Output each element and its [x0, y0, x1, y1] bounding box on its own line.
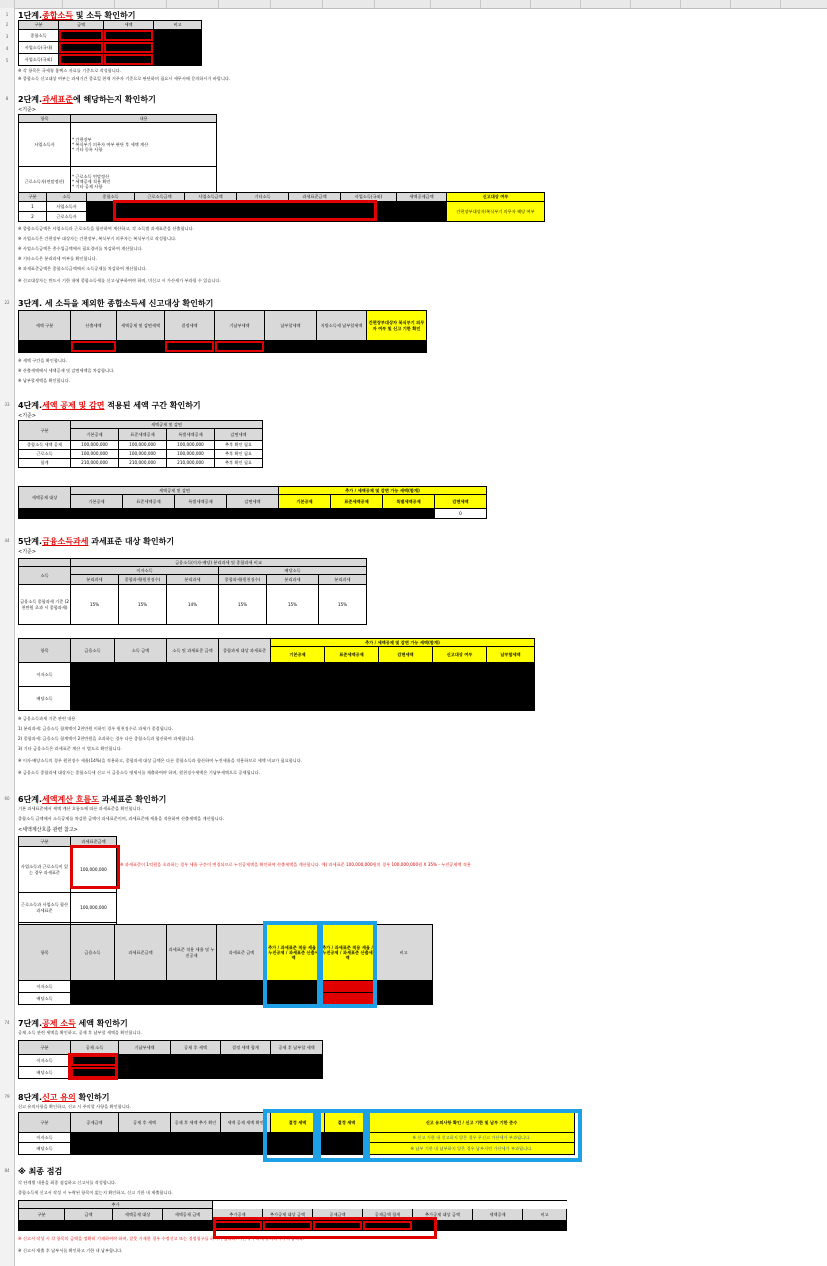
table-row-label: 종합소득: [19, 30, 59, 42]
table-cell: 100,000,000: [167, 450, 215, 459]
table-header: 분리과세: [71, 575, 119, 585]
table-header: 세액공제 및 감면세액: [117, 311, 165, 341]
table-row-label: 배당소득: [19, 993, 71, 1005]
table-header: 기타소득: [237, 193, 289, 202]
table-header-highlight: 기본공제: [279, 495, 331, 509]
cell[interactable]: [331, 509, 383, 519]
section-2-title: 2단계.과세표준에 해당하는지 확인하기: [18, 95, 156, 104]
table-row-label: 사업소득(국외): [19, 54, 59, 66]
table-cell: 15%: [267, 585, 319, 625]
note: ※ 기타소득은 분리과세 여부를 확인합니다.: [18, 256, 97, 261]
table-header: 비고: [375, 925, 433, 981]
table-header: 비고: [154, 21, 202, 30]
highlight-frame: [68, 1053, 118, 1080]
cell[interactable]: [375, 981, 433, 993]
cell[interactable]: [59, 42, 104, 54]
table-cell: 100,000,000: [71, 893, 117, 923]
row-number: 74: [4, 1020, 10, 1025]
cell[interactable]: [367, 341, 427, 353]
table-header: 추가공제: [213, 1209, 263, 1221]
cell[interactable]: [59, 54, 104, 66]
table-row-label: 근로소득자(연말정산): [19, 167, 71, 197]
blue-highlight-frame: [317, 1109, 367, 1162]
spacer: [213, 1201, 567, 1209]
column-header-bar: [0, 0, 827, 9]
table-cell: 추후 확인 필요: [215, 441, 263, 450]
note: ※ 금융소득 종합과세 대상자는 종합소득세 신고 시 금융소득 명세서를 제출하여야 하며, 원천징수세액은 기납부세액으로 공제됩니다.: [18, 770, 260, 775]
table-cell: 100,000,000: [119, 441, 167, 450]
table-header: 공제 후 세액: [171, 1041, 221, 1055]
row-number: 22: [4, 300, 10, 305]
table-header: 세액공제금액: [397, 193, 447, 202]
table-cell[interactable]: 100,000,000: [71, 847, 117, 893]
section-1-title: 1단계.종합소득 및 소득 확인하기: [18, 11, 136, 20]
row-number: 1: [5, 12, 9, 17]
cell[interactable]: [115, 981, 167, 993]
table-row-label: 사업소득(국내): [19, 42, 59, 54]
table-cell: 15%: [319, 585, 367, 625]
table-row-label: 합계: [19, 459, 71, 468]
table-header: 과세표준 적용 세율 및 누진공제: [167, 925, 217, 981]
table-row-label: 근로소득과 사업소득 합산 과세표준: [19, 893, 71, 923]
table-header: [19, 559, 71, 567]
red-note: ※ 신고서 작성 시 각 항목의 금액을 정확히 기재하여야 하며, 잘못 기재한 경우 수정신고 또는 경정청구를 하여야 합니다. 가산세 부과에 유의하시기 바랍니다.: [18, 1236, 305, 1241]
cell[interactable]: [71, 509, 123, 519]
section-8-title: 8단계.신고 유의 확인하기: [18, 1093, 110, 1102]
note: ※ 금융소득과세 기준 관련 내용: [18, 716, 76, 721]
cell[interactable]: [217, 993, 267, 1005]
blue-highlight-frame: [263, 921, 321, 1008]
blue-highlight-frame: [366, 1109, 582, 1162]
table-header: 추가공제 대상 금액: [263, 1209, 313, 1221]
table-header: 분리과세: [267, 575, 319, 585]
table-header: 구분: [19, 1209, 65, 1221]
cell[interactable]: [215, 341, 265, 353]
table-header-highlight: 특별세액공제: [383, 495, 435, 509]
table-cell: * 간편장부 * 복식부기 의무자 여부 판단 후 세액 계산 * 기타 등록 사항: [71, 123, 217, 167]
table-header: 기본공제: [71, 495, 123, 509]
table-header: 구분: [19, 21, 59, 30]
table-header: 과세표준금액: [115, 925, 167, 981]
table-header-group: 금융소득(이자·배당) 분리과세 및 종합과세 비교: [71, 559, 367, 567]
table-header-highlight: 납부할세액: [487, 647, 535, 663]
section-5-title: 5단계.금융소득과세 과세표준 대상 확인하기: [18, 537, 175, 546]
table-header: 기납부세액: [119, 1041, 171, 1055]
table-header: 공제금액 합계: [363, 1209, 413, 1221]
table-row-label: 종합소득 세액 공제: [19, 441, 71, 450]
table-header: 추가공제 대상 금액: [413, 1209, 473, 1221]
row-number: 2: [5, 22, 9, 27]
table-header: 공제 후 납부할 세액: [271, 1041, 323, 1055]
table-cell: 100,000,000: [119, 450, 167, 459]
note: ※ 각 항목은 국세청 홈택스 자료를 기준으로 작성합니다.: [18, 68, 122, 73]
note: 신고 유의사항을 확인하고, 신고 시 주의할 사항을 확인합니다.: [18, 1104, 132, 1109]
table-header-highlight: 신고대상 여부: [433, 647, 487, 663]
table-income-summary: [18, 20, 202, 66]
blue-highlight-frame: [319, 921, 377, 1008]
note: 2) 종합과세: 금융소득 합계액이 2천만원을 초과하는 경우 다른 종합소득과 합산하여 과세합니다.: [18, 736, 195, 741]
table-cell-highlight: ※ 신고 기한 내 신고하지 않은 경우 무신고 가산세가 부과됩니다.: [369, 1133, 575, 1143]
table-header: 소득 금액: [115, 639, 167, 663]
cell[interactable]: [317, 341, 367, 353]
table-header: 구분: [19, 1041, 71, 1055]
cell[interactable]: [65, 1221, 113, 1231]
table-header-highlight: 신고 유의사항 확인 / 신고 기한 및 납부 기한 준수: [369, 1113, 575, 1133]
table-row-label: 배당소득: [19, 687, 71, 711]
table-header: 항목: [19, 925, 71, 981]
note: ※ 종합소득금액은 사업소득과 근로소득을 합산하여 계산하고, 각 소득별 과세표준을 산출합니다.: [18, 226, 194, 231]
note: ※ 종합소득 신고대상 여부는 과세기간 종료일 현재 거주자 기준으로 판단하며 필요시 세무서에 문의하시기 바랍니다.: [18, 76, 231, 81]
table-header: 종합과세(원천징수): [219, 575, 267, 585]
table-header: 구분: [19, 193, 47, 202]
section-7-title: 7단계.공제 소득 세액 확인하기: [18, 1019, 128, 1028]
cell[interactable]: [59, 30, 104, 42]
cell[interactable]: [104, 30, 154, 42]
table-header: 사업소득(국외): [341, 193, 397, 202]
table-header-highlight: 감면세액: [435, 495, 487, 509]
cell[interactable]: [279, 509, 331, 519]
table-header-highlight: 감면세액: [379, 647, 433, 663]
table-tax-calc: [18, 310, 427, 353]
table-deductions: [18, 420, 263, 468]
cell[interactable]: [171, 1133, 221, 1155]
table-cell: 15%: [71, 585, 119, 625]
cell[interactable]: [104, 54, 154, 66]
note: ※ 세액 구간을 확인합니다.: [18, 358, 68, 363]
table-cell: 2: [19, 212, 47, 222]
table-header: 세액 공제 세액 확인: [221, 1113, 271, 1133]
table-header: 특별세액공제: [175, 495, 227, 509]
table-header: 분리과세: [319, 575, 367, 585]
table-header: 소득: [19, 567, 71, 585]
criteria-label: <세액계산흐름 관련 참고>: [18, 827, 78, 833]
cell[interactable]: [271, 1055, 323, 1067]
cell[interactable]: [163, 1221, 213, 1231]
table-header: 분리과세: [167, 575, 219, 585]
cell[interactable]: [19, 509, 71, 519]
cell[interactable]: [119, 1133, 171, 1155]
blue-highlight-frame: [263, 1109, 317, 1162]
note: ※ 신고대상자는 반드시 기한 내에 종합소득세를 신고·납부하여야 하며, 미신고 시 가산세가 부과될 수 있습니다.: [18, 278, 221, 283]
table-header: 공제금액: [313, 1209, 363, 1221]
table-header-group: 세액공제 및 감면: [71, 487, 279, 495]
note: ※ 사업소득금액은 총수입금액에서 필요경비를 차감하여 계산합니다.: [18, 246, 143, 251]
table-header: 구분: [19, 837, 71, 847]
section-6-title: 6단계.세액계산 흐름도 과세표준 확인하기: [18, 795, 167, 804]
table-header: 이자소득: [71, 567, 219, 575]
note: 1) 분리과세: 금융소득 합계액이 2천만원 이하인 경우 원천징수로 과세가 종결됩니다.: [18, 726, 174, 731]
table-header-highlight: 추가 / 과세표준 적용 세율 / 누진공제 / 과세표준 산출세액: [321, 925, 375, 981]
table-header-highlight: 간편장부대상자 복식부기 의무자 여부 및 신고 기한 확인: [367, 311, 427, 341]
note: ※ 납부할세액을 확인합니다.: [18, 378, 70, 383]
table-header-highlight: 결정 세액: [271, 1113, 325, 1133]
cell[interactable]: [221, 1055, 271, 1067]
row-number: 8: [5, 96, 9, 101]
table-cell: * 근로소득 연말정산 * 세액공제 적용 확인 * 기타 공제 사항: [71, 167, 217, 197]
table-header: 세액 구분: [19, 311, 71, 341]
table-cell: 15%: [119, 585, 167, 625]
note: ※ 과세표준금액은 종합소득금액에서 소득공제를 차감하여 계산합니다.: [18, 266, 147, 271]
table-header: 세액공제 대상: [113, 1209, 163, 1221]
table-row-label: 이자소득: [19, 663, 71, 687]
row-number: 5: [5, 58, 9, 63]
table-header: 특별세액공제: [167, 429, 215, 441]
table-header: 항목: [19, 115, 71, 123]
note: 각 단계별 내용을 최종 점검하고 신고서를 작성합니다.: [18, 1180, 117, 1185]
note: 공제 소득 관련 세액을 확인하고, 공제 후 납부할 세액을 확인합니다.: [18, 1030, 142, 1035]
table-header: 세액공제 금액: [163, 1209, 213, 1221]
cell[interactable]: [383, 509, 435, 519]
table-header: 공제 후 세액: [119, 1113, 171, 1133]
table-header: 금융소득: [71, 925, 115, 981]
note: ※ 이자·배당소득의 경우 원천징수 세율(14%)을 적용하고, 종합과세 대상 금액은 다른 종합소득과 합산하여 누진세율을 적용하므로 세액 비교가 필요합니다.: [18, 758, 303, 763]
table-header: 결정세액: [165, 311, 215, 341]
table-header: 기납부세액: [215, 311, 265, 341]
criteria-label: <기준>: [18, 549, 37, 555]
cell[interactable]: [473, 1221, 523, 1231]
table-header: 표준세액공제: [123, 495, 175, 509]
table-header-highlight: 추가 / 과세표준 적용 세율 / 누진공제 / 과세표준 산출세액: [267, 925, 321, 981]
cell[interactable]: [19, 341, 71, 353]
table-header-group: 세액공제 및 감면: [71, 421, 263, 429]
table-cell: 1: [19, 202, 47, 212]
section-final-title: ※ 최종 점검: [18, 1167, 63, 1176]
cell[interactable]: [117, 341, 165, 353]
note: 3) 기타 금융소득은 과세표준 계산 시 별도로 확인합니다.: [18, 746, 122, 751]
table-header: 구분: [19, 421, 71, 441]
note: ※ 신고서 제출 후 납부서를 확인하고 기한 내 납부합니다.: [18, 1248, 123, 1253]
table-header: 감면세액: [227, 495, 279, 509]
cell[interactable]: [265, 341, 317, 353]
table-row-label: 이자소득: [19, 981, 71, 993]
table-header: 사업소득금액: [185, 193, 237, 202]
cell[interactable]: [217, 981, 267, 993]
table-cell: 100,000,000: [167, 441, 215, 450]
table-header-highlight: 신고대상 여부: [447, 193, 545, 202]
table-cell: 15%: [219, 585, 267, 625]
cell[interactable]: [113, 1221, 163, 1231]
section-4-title: 4단계.세액 공제 및 감면 적용된 세액 구간 확인하기: [18, 401, 201, 410]
table-cell: 0: [435, 509, 487, 519]
table-row-label: 배당소득: [19, 1143, 71, 1155]
table-header-highlight: 추가 / 세액공제 및 감면 가능 세액(합계): [279, 487, 487, 495]
table-header: 공제 후 세액 추가 확인: [171, 1113, 221, 1133]
cell[interactable]: [154, 30, 202, 42]
row-number: 33: [4, 402, 10, 407]
table-header: 종합과세 대상 과세표준: [219, 639, 271, 663]
note: ※ 산출세액에서 세액공제 및 감면세액을 차감합니다.: [18, 368, 115, 373]
table-financial-income: [18, 558, 367, 625]
table-cell-highlight: ※ 납부 기한 내 납부하지 않은 경우 납부지연 가산세가 부과됩니다.: [369, 1143, 575, 1155]
cell[interactable]: [271, 1067, 323, 1079]
table-cell: 210,000,000: [167, 459, 215, 468]
table-header: 금융소득: [71, 639, 115, 663]
table-deductible-income: [18, 1040, 323, 1079]
cell[interactable]: [123, 509, 175, 519]
table-header: 세액공제: [473, 1209, 523, 1221]
cell[interactable]: [119, 1055, 171, 1067]
table-header: 결정 세액 합계: [221, 1041, 271, 1055]
table-header: 내용: [71, 115, 217, 123]
cell[interactable]: [397, 202, 447, 222]
table-cell: 14%: [167, 585, 219, 625]
table-row-label: 이자소득: [19, 1133, 71, 1143]
cell[interactable]: [227, 509, 279, 519]
table-header: 금액: [59, 21, 104, 30]
cell[interactable]: [154, 42, 202, 54]
table-header: 기본공제: [71, 429, 119, 441]
table-row-label: 금융소득 종합과세 기준 (2천만원 초과 시 종합과세): [19, 585, 71, 625]
table-cell: 210,000,000: [119, 459, 167, 468]
cell[interactable]: [171, 1055, 221, 1067]
table-header: 소득 및 과세표준 금액: [167, 639, 219, 663]
table-header: 종합소득: [87, 193, 135, 202]
cell[interactable]: [119, 1067, 171, 1079]
cell[interactable]: [104, 42, 154, 54]
cell-block[interactable]: [71, 663, 535, 711]
row-number: 3: [5, 34, 9, 39]
cell[interactable]: [167, 993, 217, 1005]
table-row-label: 배당소득: [19, 1067, 71, 1079]
table-financial-tax: [18, 638, 535, 711]
table-header-highlight: 표준세액공제: [331, 495, 383, 509]
criteria-label: <기준>: [18, 413, 37, 419]
table-header: 산출세액: [71, 311, 117, 341]
cell[interactable]: [71, 993, 115, 1005]
table-header: 과세표준 금액: [217, 925, 267, 981]
table-header-highlight: 표준세액공제: [325, 647, 379, 663]
cell[interactable]: [523, 1221, 567, 1231]
table-header: 감면세액: [215, 429, 263, 441]
table-criteria: [18, 114, 217, 197]
table-header: 비고: [523, 1209, 567, 1221]
row-number: 84: [4, 1168, 10, 1173]
table-header: 항목: [19, 639, 71, 663]
table-row-label: 근로소득: [19, 450, 71, 459]
table-header-highlight: 추가 / 세액공제 및 감면 가능 세액(합계): [271, 639, 535, 647]
table-header-highlight: 기본공제: [271, 647, 325, 663]
table-header: 소득: [47, 193, 87, 202]
table-header: 공제금액: [71, 1113, 119, 1133]
highlight-frame: [70, 845, 120, 889]
red-note: ※ 과세표준이 1억원을 초과하는 경우 세율 구간이 변경되므로 누진공제액을 확인하여 산출세액을 계산합니다. 예) 과세표준 100,000,000원의 경우 100,000,000원 X 35% - 누진공제액 적용: [120, 862, 471, 867]
table-header: 표준세액공제: [119, 429, 167, 441]
note: 종합소득 금액에서 소득공제를 차감한 금액이 과세표준이며, 과세표준에 세율을 적용하여 산출세액을 계산합니다.: [18, 816, 225, 821]
table-header: 납부할세액: [265, 311, 317, 341]
table-deduction-targets: [18, 486, 487, 519]
table-cell: 추후 확인 필요: [215, 459, 263, 468]
table-cell: 100,000,000: [71, 450, 119, 459]
table-header: 공제 소득: [71, 1041, 119, 1055]
note: ※ 사업소득은 간편장부 대상자는 간편장부, 복식부기 의무자는 복식부기로 작성합니다.: [18, 236, 177, 241]
criteria-label: <기준>: [18, 107, 37, 113]
table-header: 세액: [104, 21, 154, 30]
table-cell: 100,000,000: [71, 441, 119, 450]
table-header: 배당소득: [219, 567, 367, 575]
row-number: 60: [4, 796, 10, 801]
cell[interactable]: [167, 981, 217, 993]
table-row-label: 사업소득과 근로소득이 있는 경우 과세표준: [19, 847, 71, 893]
table-header: 근로소득금액: [135, 193, 185, 202]
cell[interactable]: [71, 1133, 119, 1155]
table-cell: 사업소득자: [47, 202, 87, 212]
row-number: 4: [5, 46, 9, 51]
cell[interactable]: [19, 1221, 65, 1231]
table-header-highlight: 결정 세액: [325, 1113, 369, 1133]
cell[interactable]: [221, 1067, 271, 1079]
row-number: 79: [4, 1094, 10, 1099]
highlight-frame: [113, 200, 377, 221]
cell[interactable]: [165, 341, 215, 353]
cell[interactable]: [154, 54, 202, 66]
table-row-label: 사업소득자: [19, 123, 71, 167]
table-header: 과세표준금액: [289, 193, 341, 202]
table-header: 과세표준금액: [71, 837, 117, 847]
table-cell: 210,000,000: [71, 459, 119, 468]
cell[interactable]: [71, 341, 117, 353]
table-header: 지방소득세 납부할세액: [317, 311, 367, 341]
note: 기본 과세표준에서 세액 계산 흐름도에 따른 과세표준을 확인합니다.: [18, 806, 142, 811]
cell[interactable]: [375, 993, 433, 1005]
table-cell: 근로소득자: [47, 212, 87, 222]
cell[interactable]: [71, 981, 115, 993]
table-cell: 추후 확인 필요: [215, 450, 263, 459]
cell[interactable]: [175, 509, 227, 519]
cell[interactable]: [115, 993, 167, 1005]
cell[interactable]: [171, 1067, 221, 1079]
table-header: 구분: [19, 1113, 71, 1133]
row-header-bar: [0, 8, 15, 1266]
note: 종합소득세 신고서 작성 시 누락된 항목이 없는지 확인하고, 신고 기한 내 제출합니다.: [18, 1190, 173, 1195]
table-cell-highlight: 간편장부대상자/복식부기 의무자 해당 여부: [447, 202, 545, 222]
row-number: 44: [4, 538, 10, 543]
table-header: 종합과세(원천징수): [119, 575, 167, 585]
table-header: 금액: [65, 1209, 113, 1221]
table-header-group: 추가: [19, 1201, 213, 1209]
table-row-label: 이자소득: [19, 1055, 71, 1067]
table-header: 세액공제 대상: [19, 487, 71, 509]
section-3-title: 3단계. 세 소득을 제외한 종합소득세 신고대상 확인하기: [18, 299, 214, 308]
